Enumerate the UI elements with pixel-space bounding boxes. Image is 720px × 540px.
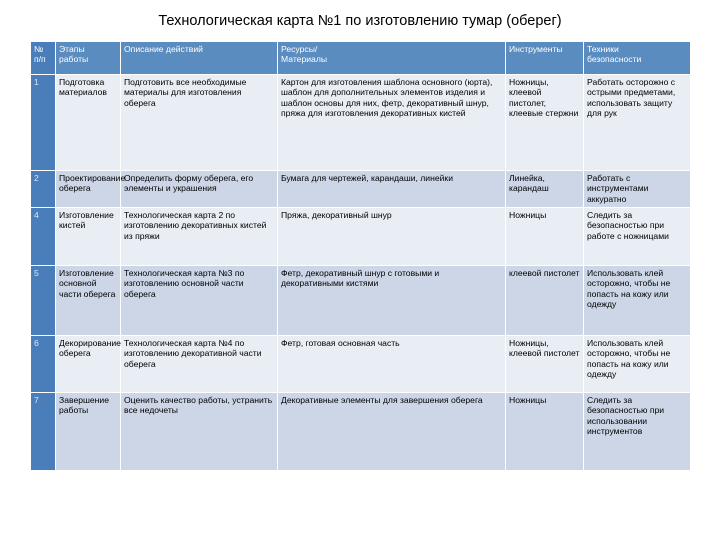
table-row [31, 266, 691, 336]
column-header-number-line1: № [34, 44, 44, 54]
table-body [31, 75, 691, 471]
cell-description: Подготовить все необходимые материалы для изготовления оберега [121, 75, 278, 171]
table-header-row [31, 42, 691, 75]
cell-tools: Ножницы, клеевой пистолет [506, 336, 584, 393]
tech-card-table-wrap [30, 41, 690, 471]
column-header-number [31, 42, 56, 75]
cell-stage: Проектирование оберега [56, 171, 121, 208]
column-header-stage [56, 42, 121, 75]
cell-description: Технологическая карта 2 по изготовлению декоративных кистей из пряжи [121, 208, 278, 266]
column-header-tools: Инструменты [506, 42, 584, 75]
column-header-description: Описание действий [121, 42, 278, 75]
cell-stage: Декорирование оберега [56, 336, 121, 393]
column-header-safety [584, 42, 691, 75]
cell-tools: Линейка, карандаш [506, 171, 584, 208]
column-header-resources-line2: Материалы [281, 54, 328, 65]
cell-safety: Следить за безопасностью при использовании инструментов [584, 393, 691, 471]
cell-description: Технологическая карта №4 по изготовлению декоративной части оберега [121, 336, 278, 393]
cell-stage: Изготовление основной части оберега [56, 266, 121, 336]
column-header-safety-line2: безопасности [587, 54, 642, 65]
cell-stage: Завершение работы [56, 393, 121, 471]
table-row [31, 336, 691, 393]
tech-card-table [30, 41, 691, 471]
cell-safety: Работать с инструментами аккуратно [584, 171, 691, 208]
cell-resources: Фетр, декоративный шнур с готовыми и декоративными кистями [278, 266, 506, 336]
column-header-safety-line1: Техники [587, 44, 619, 54]
table-row [31, 75, 691, 171]
table-row [31, 208, 691, 266]
column-header-resources [278, 42, 506, 75]
cell-number: 6 [31, 336, 56, 393]
cell-resources: Бумага для чертежей, карандаши, линейки [278, 171, 506, 208]
table-header [31, 42, 691, 75]
page-title: Технологическая карта №1 по изготовлению тумар (оберег) [158, 13, 562, 29]
cell-resources: Декоративные элементы для завершения оберега [278, 393, 506, 471]
cell-tools: клеевой пистолет [506, 266, 584, 336]
cell-number: 4 [31, 208, 56, 266]
cell-description: Технологическая карта №3 по изготовлению основной части оберега [121, 266, 278, 336]
cell-description: Оценить качество работы, устранить все недочеты [121, 393, 278, 471]
cell-number: 5 [31, 266, 56, 336]
cell-resources: Картон для изготовления шаблона основного (юрта), шаблон для дополнительных элементов изделия и шаблон основы для них, фетр, декоративный шнур, пряжа для изготовления декоративных кистей [278, 75, 506, 171]
cell-safety: Работать осторожно с острыми предметами, использовать защиту для рук [584, 75, 691, 171]
cell-stage: Изготовление кистей [56, 208, 121, 266]
cell-resources: Фетр, готовая основная часть [278, 336, 506, 393]
table-row [31, 393, 691, 471]
column-header-stage-line1: Этапы [59, 44, 85, 54]
cell-stage: Подготовка материалов [56, 75, 121, 171]
cell-safety: Использовать клей осторожно, чтобы не попасть на кожу или одежду [584, 336, 691, 393]
cell-safety: Следить за безопасностью при работе с ножницами [584, 208, 691, 266]
cell-safety: Использовать клей осторожно, чтобы не попасть на кожу или одежду [584, 266, 691, 336]
column-header-stage-line2: работы [59, 54, 89, 65]
cell-tools: Ножницы [506, 393, 584, 471]
cell-tools: Ножницы [506, 208, 584, 266]
column-header-resources-line1: Ресурсы/ [281, 44, 318, 54]
cell-description: Определить форму оберега, его элементы и украшения [121, 171, 278, 208]
table-row [31, 171, 691, 208]
column-header-number-line2: п/п [34, 54, 46, 65]
cell-tools: Ножницы, клеевой пистолет, клеевые стержни [506, 75, 584, 171]
cell-resources: Пряжа, декоративный шнур [278, 208, 506, 266]
cell-number: 2 [31, 171, 56, 208]
cell-number: 1 [31, 75, 56, 171]
cell-number: 7 [31, 393, 56, 471]
